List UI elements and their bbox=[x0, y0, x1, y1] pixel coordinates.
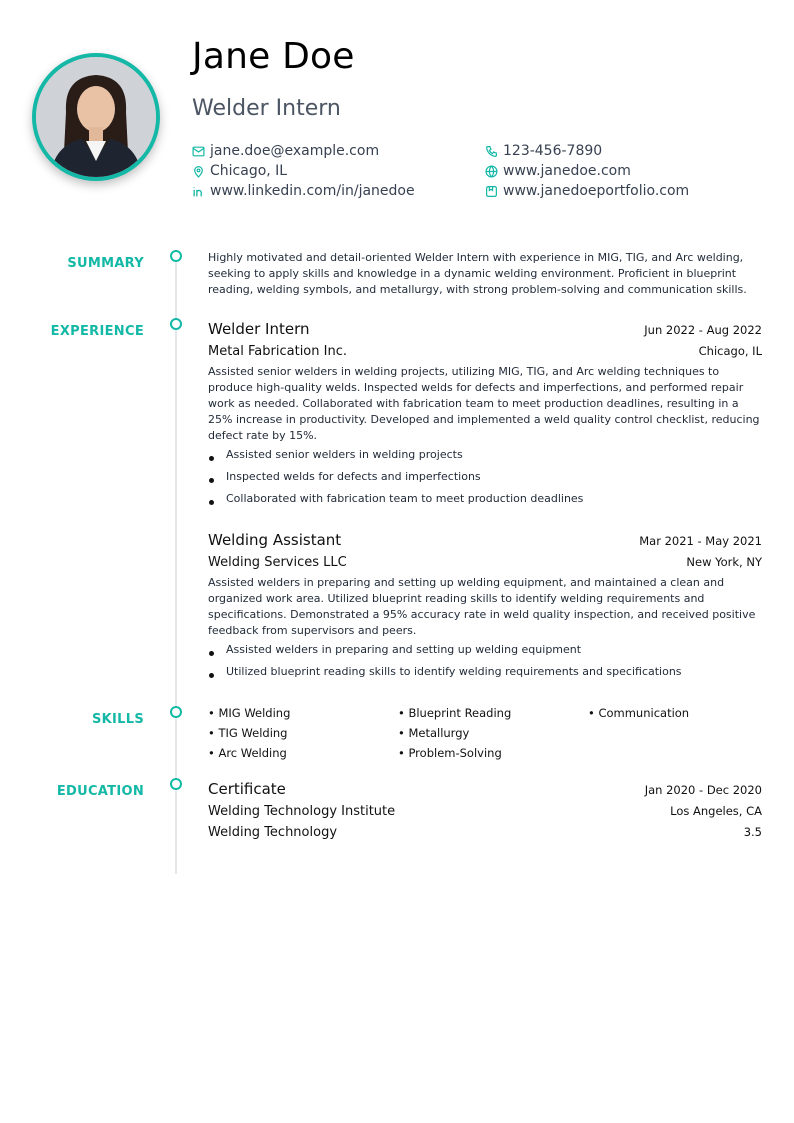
skills-section bbox=[208, 706, 762, 762]
job-description: Assisted senior welders in welding projects, utilizing MIG, TIG, and Arc welding techniques to produce high-quality welds. Inspected welds for defects and imperfections, and performed repair work as needed. Collaborated with fabrication team to meet production deadlines, resulting in a 25% increase in productivity. Developed and implemented a weld quality control checklist, reducing defect rate by 15%. bbox=[208, 365, 760, 442]
bullet-text: Utilized blueprint reading skills to identify welding requirements and specifications bbox=[226, 665, 682, 678]
bullet-text: Assisted welders in preparing and setting up welding equipment bbox=[226, 643, 582, 656]
bullet-icon bbox=[209, 673, 214, 678]
job-company: Welding Services LLC bbox=[208, 555, 347, 570]
education-item bbox=[208, 780, 762, 840]
section-title-experience: EXPERIENCE bbox=[50, 324, 144, 339]
bullet-text: Inspected welds for defects and imperfections bbox=[226, 470, 481, 483]
skill-item: • Communication bbox=[588, 706, 690, 720]
bullet-icon bbox=[209, 651, 214, 656]
bullet-text: Collaborated with fabrication team to meet production deadlines bbox=[226, 492, 584, 505]
contact-email-text: jane.doe@example.com bbox=[210, 143, 380, 159]
experience-item bbox=[208, 531, 762, 687]
bullet-text: Assisted senior welders in welding projects bbox=[226, 448, 463, 461]
contact-linkedin-text: www.linkedin.com/in/janedoe bbox=[210, 183, 415, 199]
globe-icon bbox=[485, 165, 498, 178]
contact-portfolio-text: www.janedoeportfolio.com bbox=[503, 183, 690, 199]
portfolio-icon bbox=[485, 185, 498, 198]
section-title-summary: SUMMARY bbox=[67, 256, 144, 271]
job-location: New York, NY bbox=[686, 555, 762, 569]
candidate-name: Jane Doe bbox=[192, 36, 355, 77]
linkedin-icon bbox=[192, 185, 205, 198]
profile-photo bbox=[32, 53, 160, 181]
list-item bbox=[208, 492, 762, 514]
education-degree: Certificate bbox=[208, 780, 286, 798]
mail-icon bbox=[192, 145, 205, 158]
location-icon bbox=[192, 165, 205, 178]
job-dates: Mar 2021 - May 2021 bbox=[639, 534, 762, 548]
job-location: Chicago, IL bbox=[698, 344, 762, 358]
timeline-dot-skills bbox=[170, 706, 182, 718]
contact-location bbox=[192, 163, 287, 179]
skill-item: • Problem-Solving bbox=[398, 746, 502, 760]
section-title-skills: SKILLS bbox=[91, 712, 144, 727]
skill-item: • Arc Welding bbox=[208, 746, 287, 760]
skills-grid bbox=[208, 706, 762, 762]
list-item bbox=[208, 448, 762, 470]
job-company: Metal Fabrication Inc. bbox=[208, 344, 347, 359]
job-title: Welding Assistant bbox=[208, 531, 342, 549]
education-location: Los Angeles, CA bbox=[670, 804, 762, 818]
candidate-headline: Welder Intern bbox=[192, 96, 341, 121]
summary-section bbox=[208, 250, 762, 298]
contact-website-text: www.janedoe.com bbox=[503, 163, 631, 179]
experience-item bbox=[208, 320, 762, 514]
skill-item: • Blueprint Reading bbox=[398, 706, 512, 720]
education-field: Welding Technology bbox=[208, 825, 338, 840]
contact-phone-text: 123-456-7890 bbox=[503, 143, 603, 159]
bullet-icon bbox=[209, 478, 214, 483]
job-dates: Jun 2022 - Aug 2022 bbox=[644, 323, 762, 337]
education-school: Welding Technology Institute bbox=[208, 804, 396, 819]
timeline-dot-experience bbox=[170, 318, 182, 330]
timeline-dot-education bbox=[170, 778, 182, 790]
skill-item: • TIG Welding bbox=[208, 726, 288, 740]
contact-website[interactable] bbox=[485, 163, 631, 179]
timeline-dot-summary bbox=[170, 250, 182, 262]
job-bullets bbox=[208, 448, 762, 514]
education-dates: Jan 2020 - Dec 2020 bbox=[644, 783, 762, 797]
summary-text: Highly motivated and detail-oriented Welder Intern with experience in MIG, TIG, and Arc welding, seeking to apply skills and knowledge in a dynamic welding environment. Proficient in blueprint reading, welding symbols, and metallurgy, with strong problem-solving and communication skills. bbox=[208, 251, 747, 296]
phone-icon bbox=[485, 145, 498, 158]
job-bullets bbox=[208, 643, 762, 687]
list-item bbox=[208, 470, 762, 492]
skill-item bbox=[588, 726, 762, 742]
job-title: Welder Intern bbox=[208, 320, 310, 338]
contact-linkedin[interactable] bbox=[192, 183, 415, 199]
skill-item: • MIG Welding bbox=[208, 706, 291, 720]
bullet-icon bbox=[209, 456, 214, 461]
education-gpa: 3.5 bbox=[743, 825, 762, 839]
skill-item: • Metallurgy bbox=[398, 726, 470, 740]
list-item bbox=[208, 665, 762, 687]
contact-phone[interactable] bbox=[485, 143, 602, 159]
section-title-education: EDUCATION bbox=[56, 784, 144, 799]
job-description: Assisted welders in preparing and setting up welding equipment, and maintained a clean and organized work area. Utilized blueprint reading skills to identify welding requirements and specifications. Demonstrated a 95% accuracy rate in weld quality inspection, and received positive feedback from supervisors and peers. bbox=[208, 576, 756, 637]
bullet-icon bbox=[209, 500, 214, 505]
contact-portfolio[interactable] bbox=[485, 183, 689, 199]
list-item bbox=[208, 643, 762, 665]
contact-location-text: Chicago, IL bbox=[210, 163, 288, 179]
contact-email[interactable] bbox=[192, 143, 379, 159]
